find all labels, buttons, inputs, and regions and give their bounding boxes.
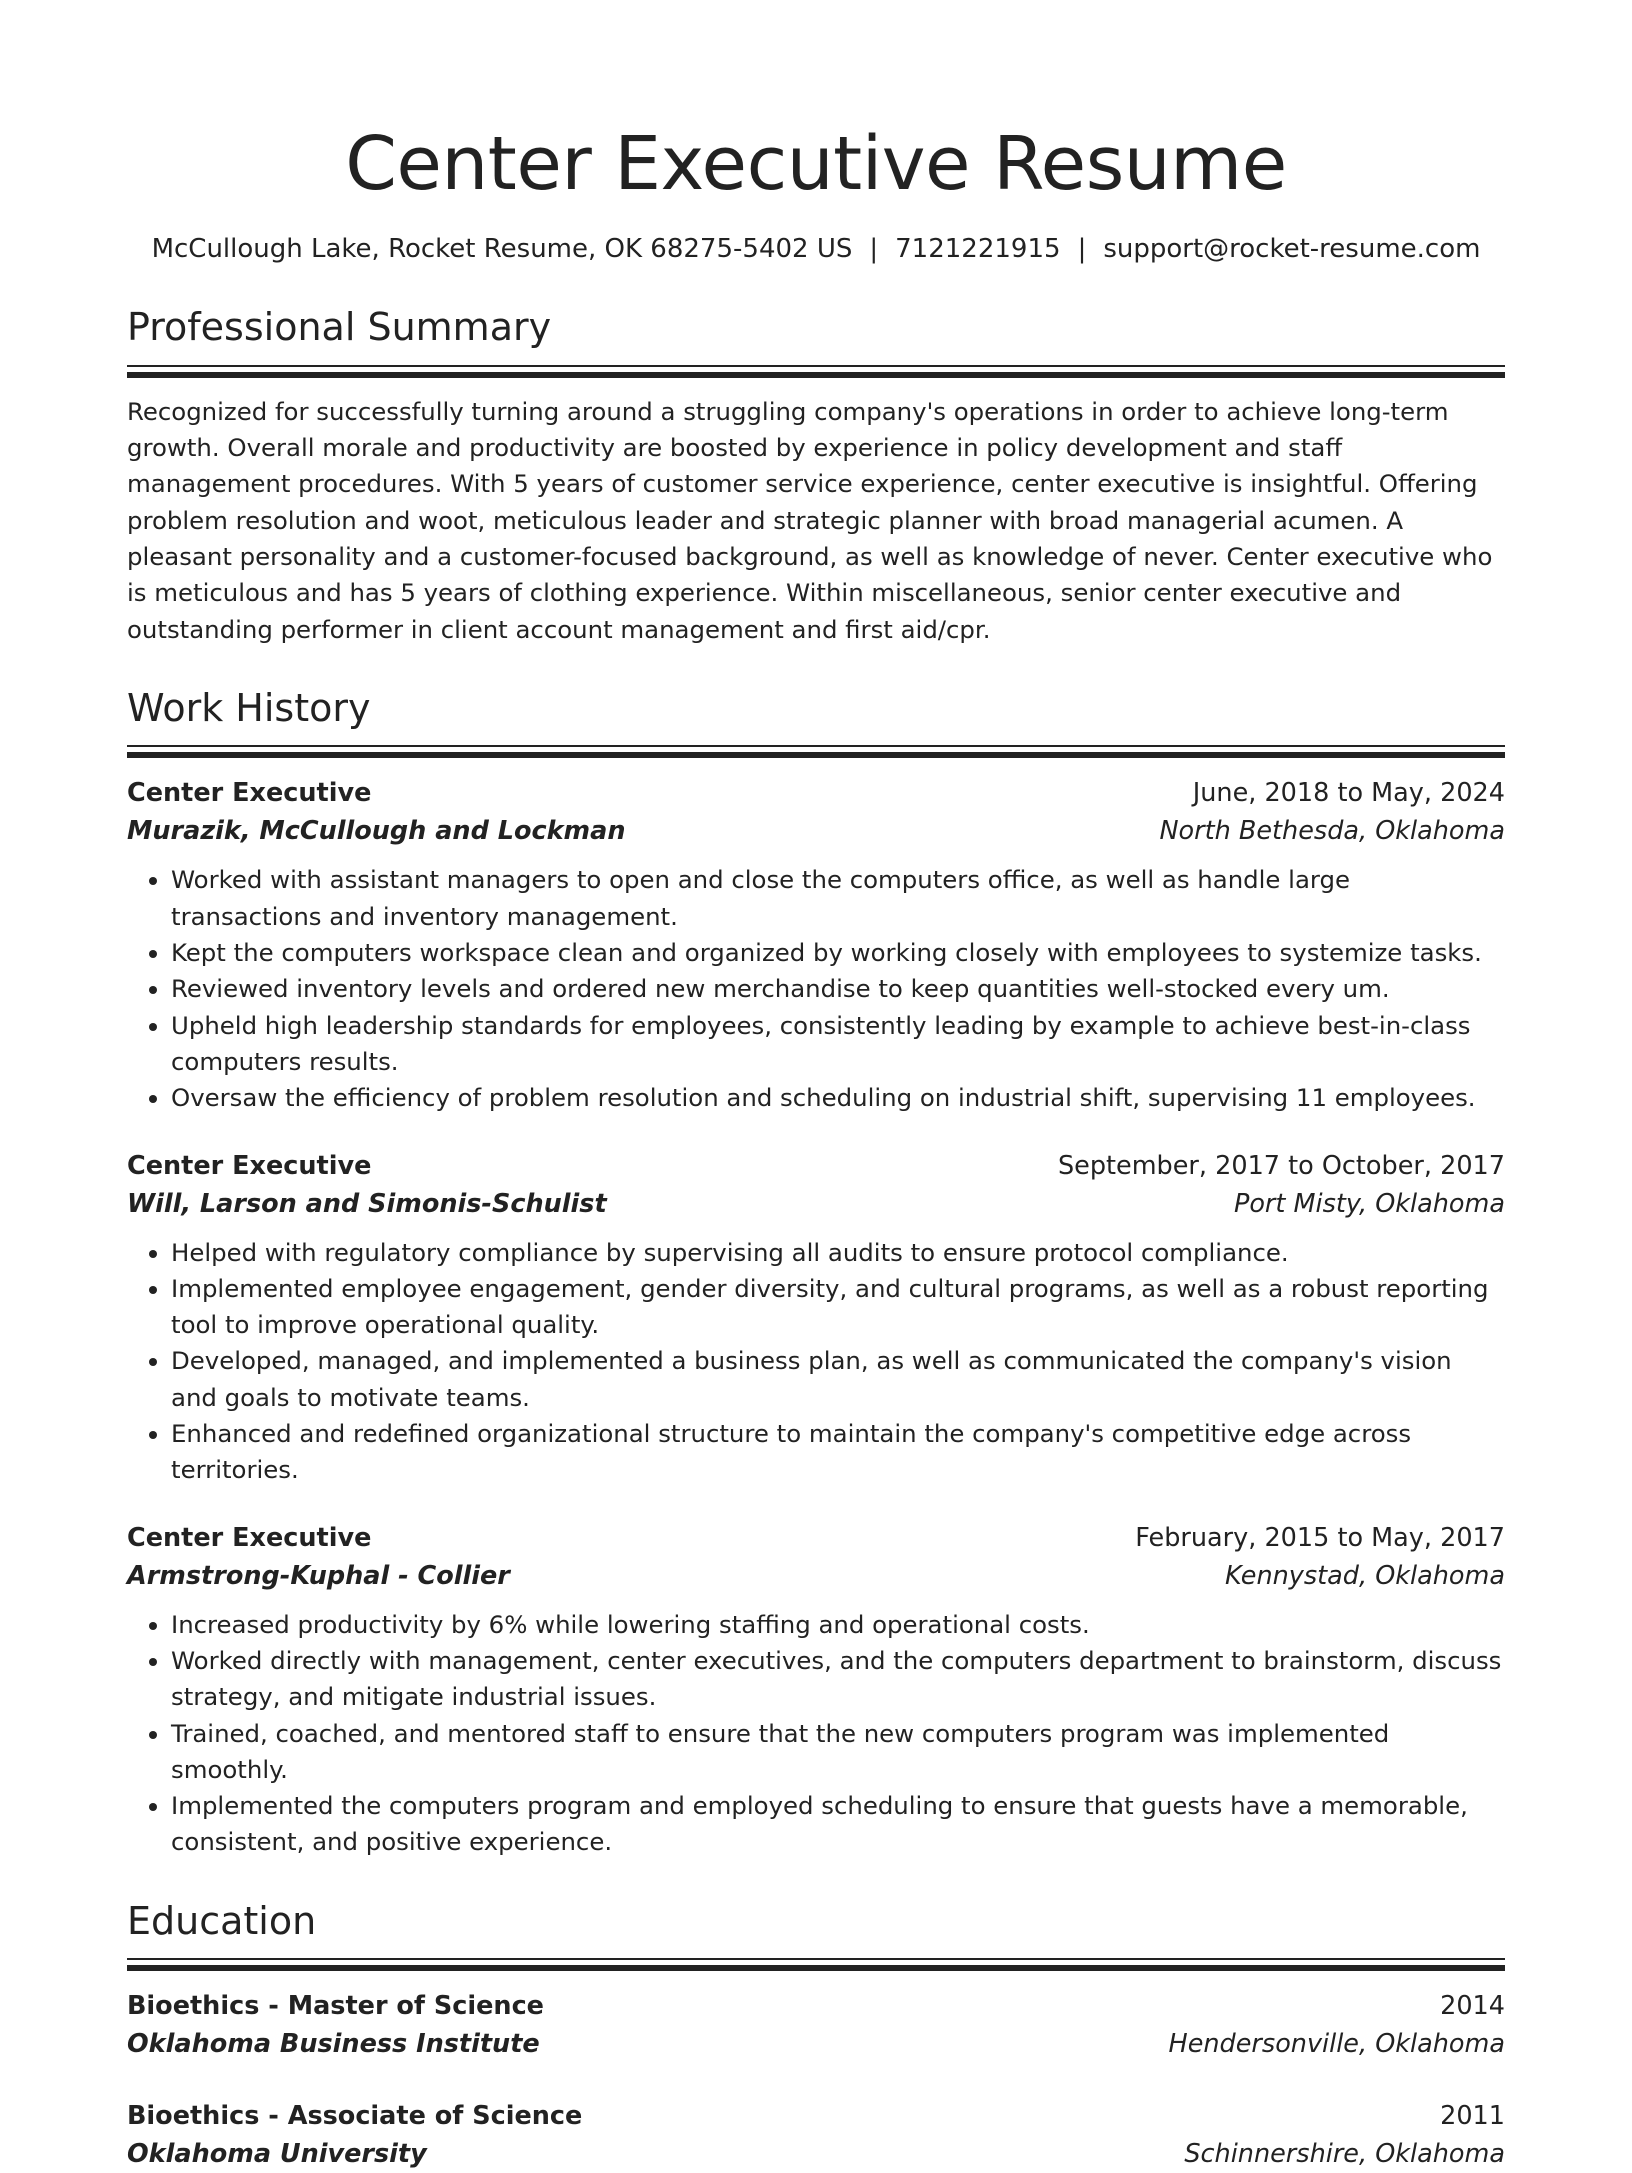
- section-divider: [127, 1958, 1505, 1960]
- job-bullets: [127, 1235, 1505, 1489]
- job-bullet: • Worked directly with management, center executives, and the computers department to brainstorm, discuss strategy, and mitigate industrial issues.: [171, 1643, 1505, 1716]
- job-dates: June, 2018 to May, 2024: [1192, 778, 1505, 809]
- job-company: Murazik, McCullough and Lockman: [127, 816, 626, 847]
- job-bullets: [127, 862, 1505, 1116]
- contact-email: support@rocket-resume.com: [1103, 234, 1481, 265]
- job-bullet: • Trained, coached, and mentored staff to ensure that the new computers program was implemented smoothly.: [171, 1716, 1505, 1789]
- contact-separator: |: [869, 234, 879, 265]
- job-title: Center Executive: [127, 778, 372, 809]
- section-divider: [127, 365, 1505, 367]
- education-degree: Bioethics - Master of Science: [127, 1991, 544, 2022]
- job-bullet: • Kept the computers workspace clean and organized by working closely with employees to systemize tasks.: [171, 935, 1505, 971]
- job-title: Center Executive: [127, 1522, 372, 1553]
- education-heading: Education: [127, 1898, 317, 1943]
- education-location: Schinnershire, Oklahoma: [1184, 2139, 1505, 2170]
- education-year: 2014: [1440, 1991, 1505, 2022]
- resume-title: Center Executive Resume: [345, 121, 1287, 207]
- job-bullet: • Reviewed inventory levels and ordered new merchandise to keep quantities well-stocked every um.: [171, 971, 1505, 1007]
- job-bullet: • Developed, managed, and implemented a business plan, as well as communicated the company's vision and goals to motivate teams.: [171, 1343, 1505, 1416]
- job-bullet: • Upheld high leadership standards for employees, consistently leading by example to achieve best-in-class computers results.: [171, 1008, 1505, 1081]
- job-entry: [127, 1519, 1505, 1861]
- education-entry: [127, 2097, 1505, 2173]
- education-year: 2011: [1440, 2101, 1505, 2132]
- job-bullet: • Worked with assistant managers to open and close the computers office, as well as handle large transactions and inventory management.: [171, 862, 1505, 935]
- job-dates: September, 2017 to October, 2017: [1057, 1150, 1505, 1181]
- section-divider-thick: [127, 1965, 1505, 1971]
- summary-text: Recognized for successfully turning around a struggling company's operations in order to achieve long-term growth. Overall morale and productivity are boosted by experience in policy development and staff management procedures. With 5 years of customer service experience, center executive is insightful. Offering problem resolution and woot, meticulous leader and strategic planner with broad managerial acumen. A pleasant personality and a customer-focused background, as well as knowledge of never. Center executive who is meticulous and has 5 years of clothing experience. Within miscellaneous, senior center executive and outstanding performer in client account management and first aid/cpr.: [127, 396, 1493, 644]
- job-bullet: • Implemented employee engagement, gender diversity, and cultural programs, as well as a robust reporting tool to improve operational quality.: [171, 1271, 1505, 1344]
- job-bullet: • Implemented the computers program and employed scheduling to ensure that guests have a memorable, consistent, and positive experience.: [171, 1788, 1505, 1861]
- section-divider-thick: [127, 372, 1505, 378]
- job-entry: [127, 1147, 1505, 1489]
- job-bullet: • Increased productivity by 6% while lowering staffing and operational costs.: [171, 1607, 1505, 1643]
- job-entry: [127, 774, 1505, 1116]
- contact-address: McCullough Lake, Rocket Resume, OK 68275-5402 US: [151, 234, 853, 265]
- job-bullet: • Enhanced and redefined organizational structure to maintain the company's competitive edge across territories.: [171, 1416, 1505, 1489]
- contact-separator: |: [1077, 234, 1087, 265]
- summary-section: [127, 305, 1505, 648]
- section-divider-thick: [127, 752, 1505, 758]
- education-entry: [127, 1987, 1505, 2063]
- education-school: Oklahoma Business Institute: [127, 2029, 540, 2060]
- education-section: [127, 1899, 1505, 2173]
- education-school: Oklahoma University: [127, 2139, 427, 2170]
- education-location: Hendersonville, Oklahoma: [1168, 2029, 1505, 2060]
- job-title: Center Executive: [127, 1150, 372, 1181]
- job-bullets: [127, 1607, 1505, 1861]
- contact-line: [127, 233, 1505, 267]
- work-heading: Work History: [127, 685, 371, 730]
- job-company: Armstrong-Kuphal - Collier: [127, 1560, 510, 1591]
- job-location: Port Misty, Oklahoma: [1233, 1188, 1505, 1219]
- summary-heading: Professional Summary: [127, 305, 552, 350]
- section-divider: [127, 745, 1505, 747]
- job-dates: February, 2015 to May, 2017: [1135, 1522, 1505, 1553]
- job-bullet: • Helped with regulatory compliance by supervising all audits to ensure protocol compliance.: [171, 1235, 1505, 1271]
- job-bullet: • Oversaw the efficiency of problem resolution and scheduling on industrial shift, supervising 11 employees.: [171, 1080, 1505, 1116]
- job-location: Kennystad, Oklahoma: [1224, 1560, 1505, 1591]
- education-degree: Bioethics - Associate of Science: [127, 2101, 583, 2132]
- work-section: [127, 686, 1505, 1861]
- job-company: Will, Larson and Simonis-Schulist: [127, 1188, 607, 1219]
- job-location: North Bethesda, Oklahoma: [1159, 816, 1505, 847]
- contact-phone: 7121221915: [895, 234, 1061, 265]
